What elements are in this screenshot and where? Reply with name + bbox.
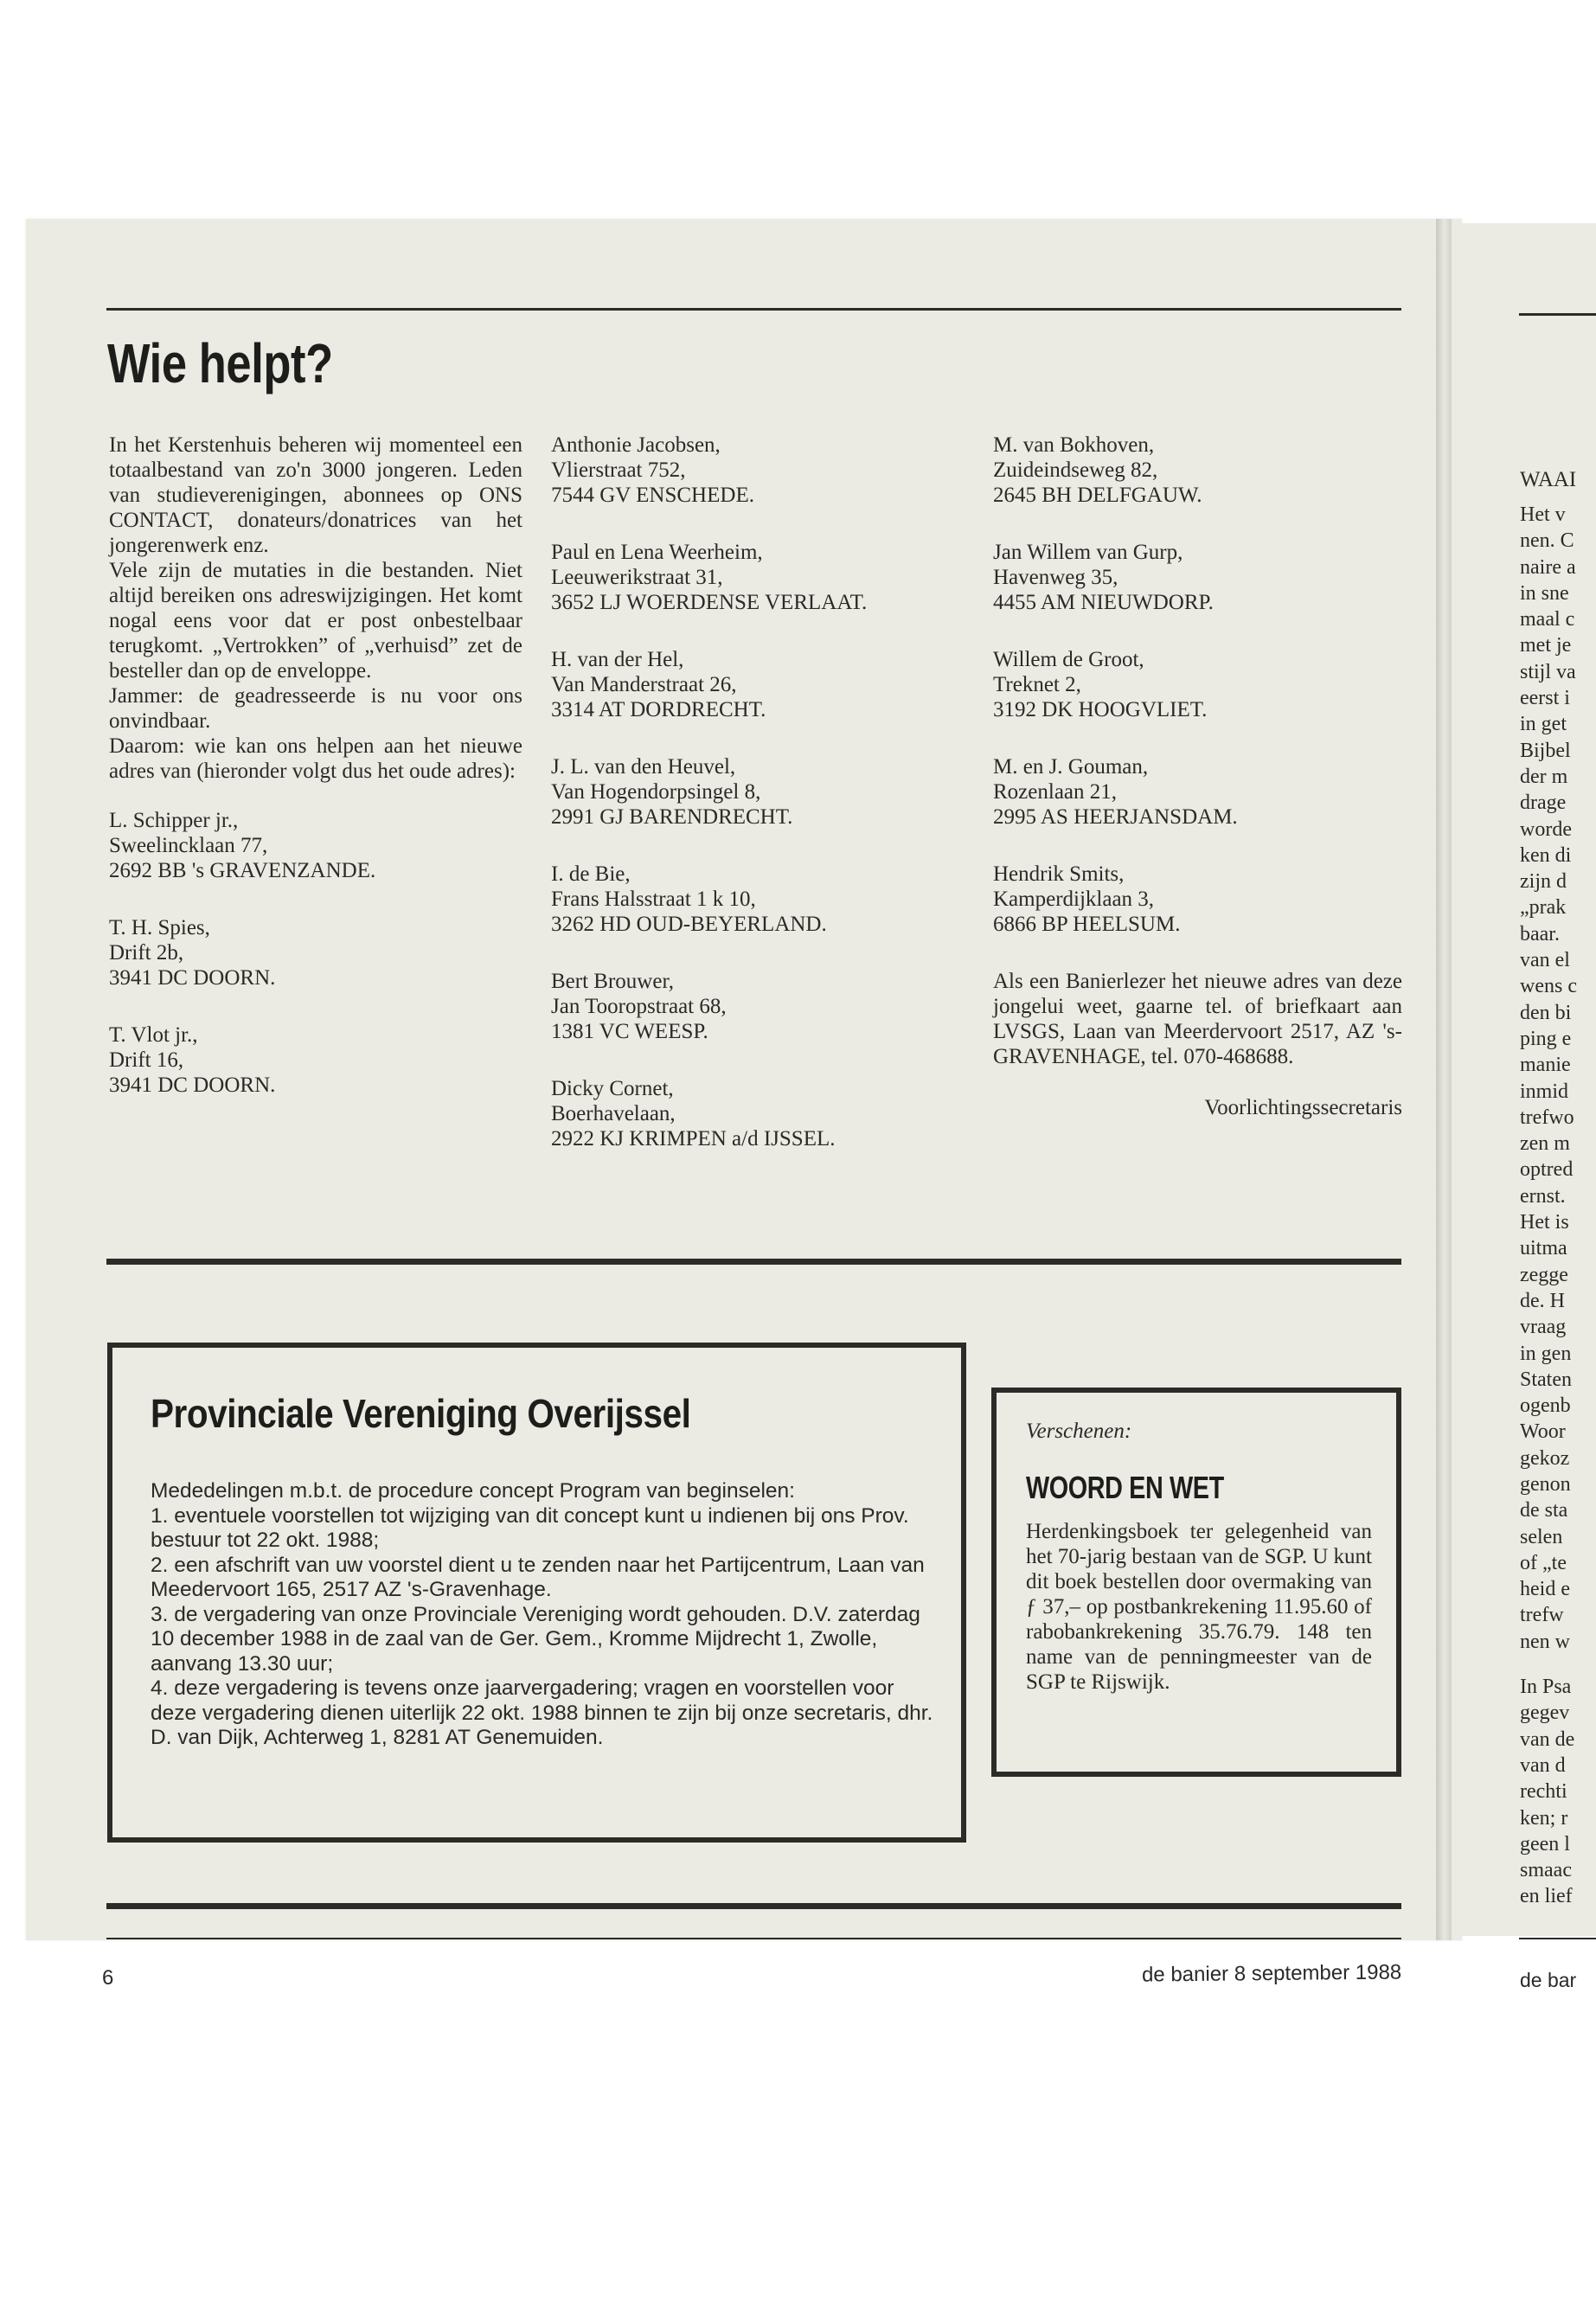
next-page-line: naire a (1520, 555, 1576, 579)
address-line: 2692 BB 's GRAVENZANDE. (109, 859, 376, 882)
next-page-line: gekoz (1520, 1446, 1570, 1470)
next-page-line: of „te (1520, 1551, 1567, 1574)
next-page-line: der m (1520, 765, 1568, 788)
next-page-line: Staten (1520, 1368, 1572, 1391)
next-page-line: zegge (1520, 1263, 1568, 1286)
next-page-sliver (1452, 223, 1596, 1991)
address-line: L. Schipper jr., (109, 809, 239, 832)
address-line: 2645 BH DELFGAUW. (993, 484, 1202, 507)
next-page-line: en lief (1520, 1885, 1573, 1908)
next-page-line: nen w (1520, 1630, 1570, 1653)
next-page-line: heid e (1520, 1578, 1570, 1601)
intro-paragraph: Daarom: wie kan ons helpen aan het nieuwe adres van (hieronder volgt dus het oude adres): (109, 734, 522, 783)
next-page-line: geen l (1520, 1832, 1570, 1856)
address-block (551, 754, 958, 830)
next-page-heading: WAAI (1520, 468, 1577, 491)
next-page-line: in sne (1520, 581, 1569, 605)
address-block (109, 808, 522, 883)
next-page-line: ogenb (1520, 1394, 1571, 1418)
next-page-line: van el (1520, 949, 1570, 972)
address-list-col3 (993, 433, 1402, 937)
address-line: Bert Brouwer, (551, 970, 675, 993)
address-line: 3192 DK HOOGVLIET. (993, 698, 1208, 721)
next-page-line: worde (1520, 817, 1572, 841)
address-list-col2 (551, 433, 958, 1151)
address-line: Leeuwerikstraat 31, (551, 566, 723, 589)
address-line: Havenweg 35, (993, 566, 1118, 589)
address-line: Hendrik Smits, (993, 862, 1125, 886)
overijssel-notice-box (107, 1343, 966, 1843)
overijssel-body (151, 1479, 939, 1751)
address-line: T. Vlot jr., (109, 1023, 198, 1047)
address-block (551, 1076, 958, 1151)
next-page-line: den bi (1520, 1001, 1572, 1024)
intro-paragraph: Vele zijn de mutaties in die bestanden. Niet altijd bereiken ons adreswijzigingen. Het komt nogal eens voor dat er post onbestelbaar terugkomt. „Vertrokken” of „verhuisd” zet de besteller dan op de enveloppe. (109, 559, 522, 683)
address-block (109, 1022, 522, 1098)
next-page-line: Bijbel (1520, 739, 1571, 762)
next-page-line: „prak (1520, 896, 1567, 920)
address-line: Treknet 2, (993, 673, 1081, 696)
woord-en-wet-box (991, 1388, 1401, 1777)
next-page-line: van de (1520, 1727, 1575, 1751)
next-page-line: trefw (1520, 1604, 1564, 1627)
address-line: Frans Halsstraat 1 k 10, (551, 888, 756, 911)
next-page-line: manie (1520, 1054, 1571, 1077)
address-line: 4455 AM NIEUWDORP. (993, 591, 1214, 614)
overijssel-title: Provinciale Vereniging Overijssel (151, 1391, 691, 1436)
next-page-line: rechti (1520, 1780, 1567, 1804)
next-page-footer: de bar (1520, 1969, 1577, 1991)
next-page-line: Het is (1520, 1211, 1569, 1234)
overijssel-item: 2. een afschrift van uw voorstel dient u te zenden naar het Partijcentrum, Laan van Meedervoort 165, 2517 AZ 's-Gravenhage. (151, 1553, 925, 1601)
next-page-line: met je (1520, 634, 1572, 657)
article-intro (109, 433, 522, 784)
address-line: 3314 AT DORDRECHT. (551, 698, 766, 721)
article-column-1 (109, 433, 522, 1130)
address-block (993, 433, 1402, 508)
next-page-line: zen m (1520, 1132, 1570, 1156)
address-line: Sweelincklaan 77, (109, 834, 268, 857)
article-column-3 (993, 433, 1402, 1120)
address-line: Vlierstraat 752, (551, 458, 686, 482)
next-page-line: wens c (1520, 975, 1577, 998)
next-page-bottom-rule (1519, 1938, 1596, 1939)
woord-body: Herdenkingsboek ter gelegenheid van het 70-jarig bestaan van de SGP. U kunt dit boek bestellen door overmaking van ƒ 37,– op postbankrekening 11.95.60 of rabobankrekening 35.76.79. 148 ten name van de penningmeester van de SGP te Rijswijk. (1026, 1520, 1372, 1694)
next-page-line: stijl va (1520, 660, 1576, 683)
next-page-spacer (1520, 1655, 1577, 1674)
overijssel-items (151, 1504, 939, 1751)
top-rule (106, 308, 1401, 311)
address-line: Drift 2b, (109, 941, 184, 965)
next-page-line: nen. C (1520, 529, 1574, 553)
page-spine (1436, 219, 1452, 1940)
next-page-line: drage (1520, 792, 1567, 815)
next-page-line: In Psa (1520, 1676, 1572, 1699)
address-line: M. van Bokhoven, (993, 433, 1155, 457)
next-page-line: inmid (1520, 1080, 1569, 1103)
next-page-line: optred (1520, 1158, 1574, 1182)
next-page-line: trefwo (1520, 1106, 1574, 1129)
next-page-line: ernst. (1520, 1184, 1566, 1208)
address-block (551, 862, 958, 937)
address-block (551, 540, 958, 615)
address-line: Drift 16, (109, 1048, 184, 1072)
signature: Voorlichtingssecretaris (1204, 1096, 1402, 1119)
address-line: J. L. van den Heuvel, (551, 755, 736, 779)
address-line: T. H. Spies, (109, 916, 210, 939)
address-line: 3262 HD OUD-BEYERLAND. (551, 913, 827, 936)
woord-label: Verschenen: (1026, 1420, 1132, 1443)
next-page-line: de sta (1520, 1499, 1568, 1522)
next-page-line: eerst i (1520, 687, 1570, 710)
address-line: 7544 GV ENSCHEDE. (551, 484, 754, 507)
address-line: Kamperdijklaan 3, (993, 888, 1155, 911)
address-block (551, 647, 958, 722)
footer-rule (106, 1938, 1401, 1939)
next-page-line: vraag (1520, 1316, 1567, 1339)
address-block (551, 969, 958, 1044)
next-page-line: in gen (1520, 1342, 1572, 1365)
intro-paragraph: In het Kerstenhuis beheren wij momenteel een totaalbestand van zo'n 3000 jongeren. Leden van studieverenigingen, abonnees op ONS CONTACT, donateurs/donatrices van het jongerenwerk enz. (109, 433, 522, 557)
article-column-2 (551, 433, 958, 1183)
bottom-rule-thick (106, 1903, 1401, 1909)
next-page-line: de. H (1520, 1289, 1565, 1312)
address-line: 3941 DC DOORN. (109, 966, 276, 990)
address-line: Boerhavelaan, (551, 1102, 676, 1125)
address-line: Dicky Cornet, (551, 1077, 674, 1100)
address-line: Anthonie Jacobsen, (551, 433, 721, 457)
address-line: I. de Bie, (551, 862, 631, 886)
address-list-col1 (109, 808, 522, 1098)
address-line: Paul en Lena Weerheim, (551, 541, 763, 564)
address-line: 2922 KJ KRIMPEN a/d IJSSEL. (551, 1127, 836, 1150)
overijssel-item: 3. de vergadering van onze Provinciale Vereniging wordt gehouden. D.V. zaterdag 10 december 1988 in de zaal van de Ger. Gem., Kromme Mijdrecht 1, Zwolle, aanvang 13.30 uur; (151, 1602, 920, 1676)
address-line: Jan Tooropstraat 68, (551, 995, 727, 1018)
next-page-text (1520, 502, 1577, 1910)
address-line: Jan Willem van Gurp, (993, 541, 1183, 564)
next-page-line: uitma (1520, 1237, 1567, 1260)
next-page-line: genon (1520, 1472, 1571, 1496)
address-line: Willem de Groot, (993, 648, 1144, 671)
next-page-line: ken di (1520, 843, 1572, 867)
address-line: Zuideindseweg 82, (993, 458, 1158, 482)
address-block (551, 433, 958, 508)
address-line: Rozenlaan 21, (993, 780, 1118, 804)
address-block (993, 754, 1402, 830)
address-line: M. en J. Gouman, (993, 755, 1149, 779)
next-page-line: selen (1520, 1525, 1563, 1548)
intro-paragraph: Jammer: de geadresseerde is nu voor ons onvindbaar. (109, 684, 522, 733)
next-page-line: smaac (1520, 1859, 1572, 1882)
next-page-line: ken; r (1520, 1806, 1568, 1830)
address-line: Van Manderstraat 26, (551, 673, 737, 696)
next-page-top-rule (1519, 313, 1596, 316)
address-line: 2995 AS HEERJANSDAM. (993, 805, 1238, 829)
next-page-line: in get (1520, 713, 1567, 736)
address-line: Van Hogendorpsingel 8, (551, 780, 761, 804)
address-block (993, 647, 1402, 722)
next-page-line: Het v (1520, 503, 1566, 526)
address-line: 3941 DC DOORN. (109, 1074, 276, 1097)
overijssel-item: 4. deze vergadering is tevens onze jaarvergadering; vragen en voorstellen voor deze vergadering dienen uiterlijk 22 okt. 1988 binnen te zijn bij onze secretaris, dhr. D. van Dijk, Achterweg 1, 8281 AT Genemuiden. (151, 1676, 933, 1749)
overijssel-intro: Mededelingen m.b.t. de procedure concept Program van beginselen: (151, 1479, 795, 1503)
address-block (993, 862, 1402, 937)
page-number: 6 (102, 1966, 114, 1990)
address-line: 3652 LJ WOERDENSE VERLAAT. (551, 591, 868, 614)
publication-footer: de banier 8 september 1988 (1141, 1960, 1402, 1987)
next-page-line: Woor (1520, 1420, 1566, 1444)
next-page-line: van d (1520, 1753, 1566, 1777)
address-line: 1381 VC WEESP. (551, 1020, 708, 1043)
address-line: 6866 BP HEELSUM. (993, 913, 1181, 936)
address-line: H. van der Hel, (551, 648, 684, 671)
section-rule (106, 1259, 1401, 1265)
next-page-line: gegev (1520, 1702, 1570, 1725)
address-line: 2991 GJ BARENDRECHT. (551, 805, 793, 829)
next-page-line: baar. (1520, 922, 1560, 945)
woord-title: WOORD EN WET (1026, 1470, 1224, 1505)
overijssel-item: 1. eventuele voorstellen tot wijziging van dit concept kunt u indienen bij ons Prov. bestuur tot 22 okt. 1988; (151, 1503, 909, 1552)
next-page-line: ping e (1520, 1027, 1572, 1050)
address-block (109, 915, 522, 990)
address-block (993, 540, 1402, 615)
next-page-line: maal c (1520, 608, 1575, 631)
article-title: Wie helpt? (107, 332, 333, 394)
closing-paragraph: Als een Banierlezer het nieuwe adres van deze jongelui weet, gaarne tel. of briefkaart aan LVSGS, Laan van Meerdervoort 2517, AZ 's-GRAVENHAGE, tel. 070-468688. (993, 970, 1402, 1068)
next-page-line: zijn d (1520, 870, 1567, 894)
